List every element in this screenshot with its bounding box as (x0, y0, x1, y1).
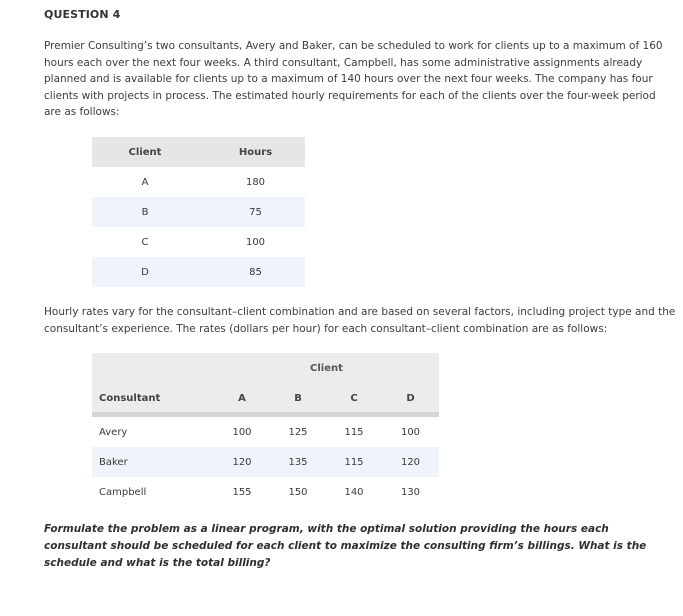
client-group-label: Client (310, 363, 343, 374)
cell-rate: 100 (400, 426, 421, 438)
cell-hours: 75 (249, 206, 262, 218)
table-row (92, 227, 305, 257)
cell-rate: 120 (232, 456, 252, 468)
question-title: QUESTION 4 (44, 8, 121, 21)
cell-hours: 180 (245, 176, 266, 188)
client-group-header (92, 353, 439, 385)
cell-rate: 125 (288, 426, 308, 438)
table-header-row (92, 385, 439, 417)
cell-rate: 140 (344, 486, 364, 498)
header-client: Client (128, 146, 162, 158)
header-client-c: C (350, 393, 358, 404)
table-row (92, 447, 439, 477)
table-row (92, 257, 305, 287)
cell-hours: 85 (249, 266, 262, 278)
cell-rate: 120 (400, 456, 421, 468)
cell-client: D (141, 266, 149, 278)
cell-consultant: Campbell (99, 486, 147, 498)
cell-client: A (141, 176, 149, 188)
header-client-a: A (238, 393, 246, 404)
cell-rate: 115 (344, 456, 364, 468)
client-hours-table (92, 137, 305, 287)
cell-rate: 150 (288, 486, 308, 498)
consultant-rates-table (92, 353, 439, 507)
cell-client: C (141, 236, 149, 248)
problem-paragraph-1: Premier Consulting’s two consultants, Avery and Baker, can be scheduled to work for clients up to a maximum of 160 hours each over the next four weeks. A third consultant, Campbell, has some administrative assignments already planned and is available for clients up to a maximum of 140 hours over the next four weeks. The company has four clients with projects in process. The estimated hourly requirements for each of the clients over the four-week period are as follows: (44, 40, 663, 118)
cell-rate: 115 (344, 426, 364, 438)
table-header-row (92, 137, 305, 167)
header-client-d: D (406, 393, 415, 404)
cell-rate: 155 (232, 486, 252, 498)
cell-rate: 130 (400, 486, 421, 498)
cell-hours: 100 (245, 236, 266, 248)
problem-paragraph-2: Hourly rates vary for the consultant–client combination and are based on several factors, including project type and the consultant’s experience. The rates (dollars per hour) for each consultant–client combination are as follows: (44, 306, 676, 335)
cell-rate: 100 (232, 426, 252, 438)
header-client-b: B (294, 393, 302, 404)
cell-rate: 135 (288, 456, 308, 468)
cell-consultant: Baker (99, 456, 128, 468)
cell-client: B (141, 206, 149, 218)
table-row (92, 167, 305, 197)
table-row (92, 417, 439, 447)
table-row (92, 477, 439, 507)
cell-consultant: Avery (99, 426, 128, 438)
header-hours: Hours (238, 146, 273, 158)
header-consultant: Consultant (99, 393, 161, 404)
table-row (92, 197, 305, 227)
question-prompt: Formulate the problem as a linear program, with the optimal solution providing the hours each consultant should be scheduled for each client to maximize the consulting firm’s billings. What is the schedule and what is the total billing? (44, 523, 647, 569)
